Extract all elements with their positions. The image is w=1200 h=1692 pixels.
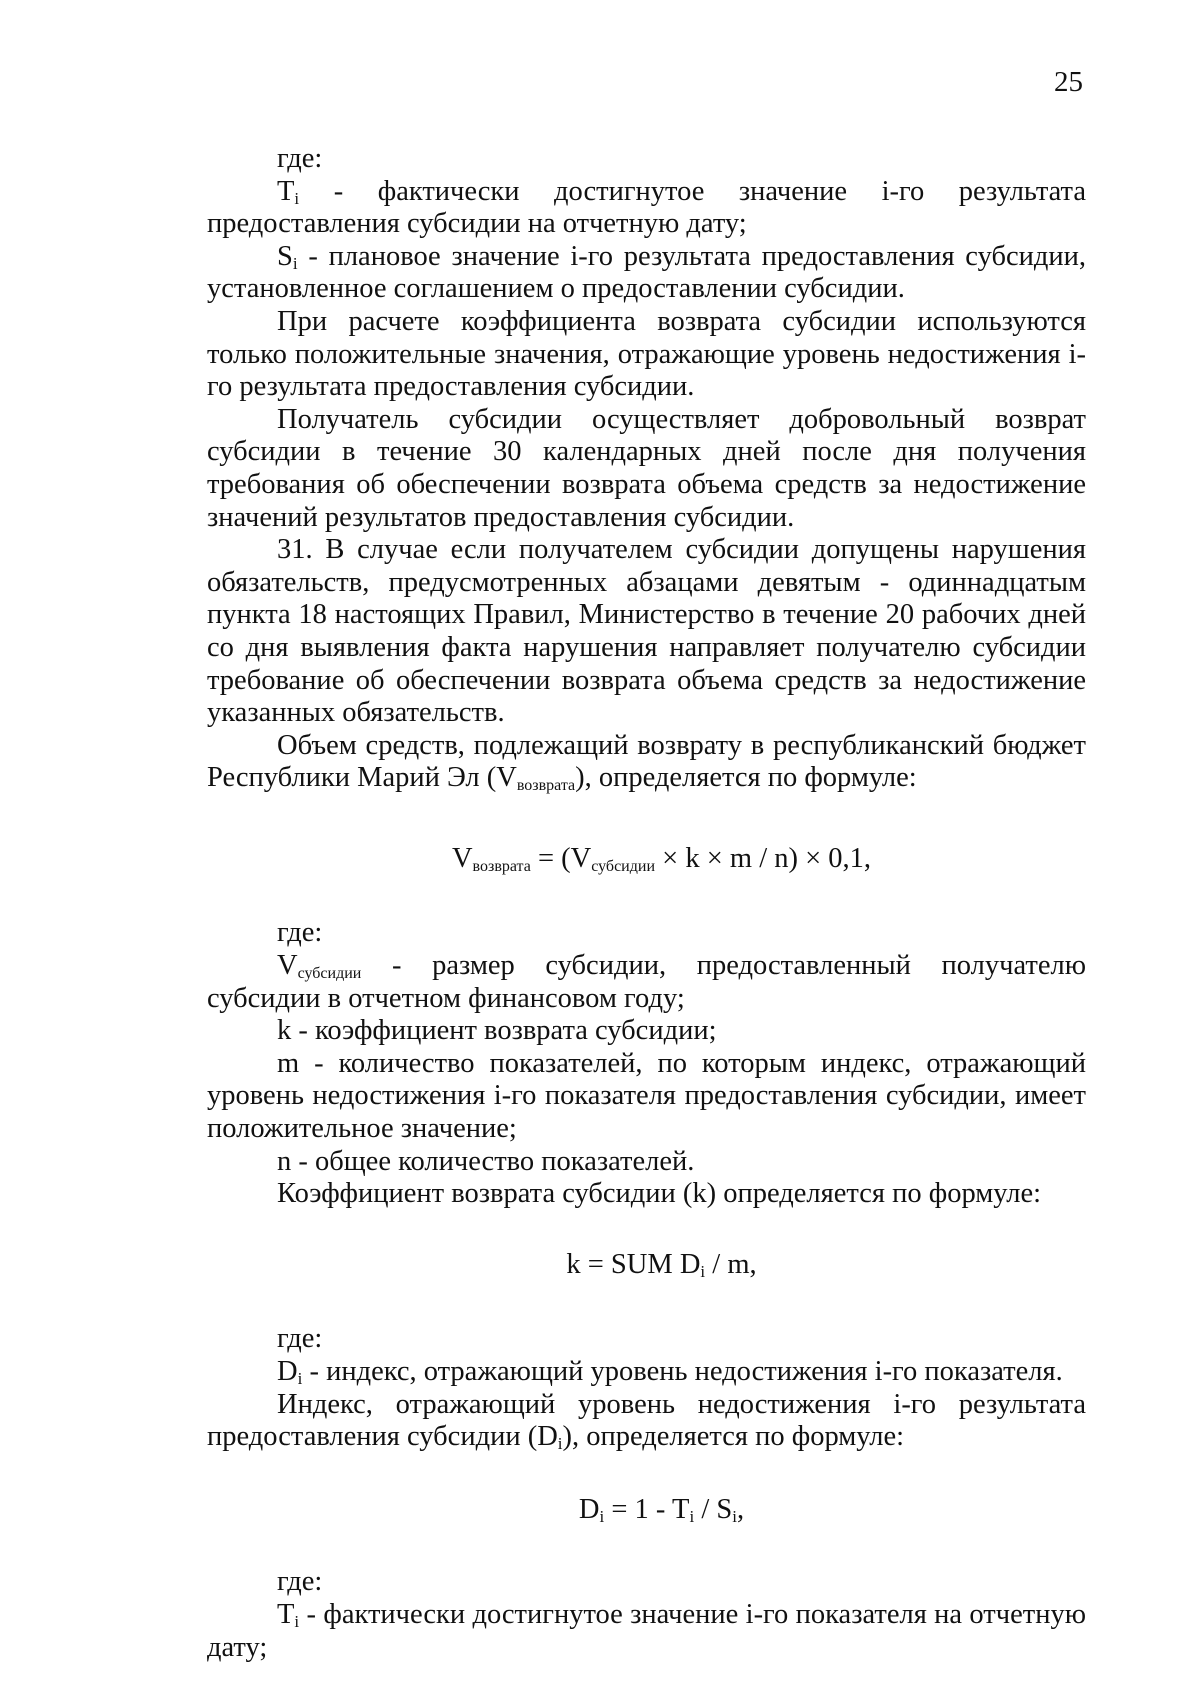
formula-subscript: возврата [472,857,531,875]
formula-subscript: i [732,1506,737,1526]
page-number: 25 [1054,66,1083,98]
paragraph-si-definition [207,241,1086,306]
paragraph-gde: где: [277,1566,323,1598]
symbol-subscript: i [292,253,298,273]
paragraph-m-definition: m - количество показателей, по которым индекс, отражающий уровень недостижения i-го показателя предоставления субсидии, имеет положительное значение; [207,1047,1086,1145]
paragraph-vsub-definition [207,950,1086,1015]
symbol-subscript: субсидии [297,965,362,983]
definition-text: - плановое значение i-го результата предоставления субсидии, установленное соглашением о предоставлении субсидии. [207,240,1086,305]
definition-text: - фактически достигнутое значение i-го результата предоставления субсидии на отчетную дату; [207,175,1086,240]
symbol-t: T [277,1598,295,1630]
formula-coefficient-k [207,1249,1086,1282]
definition-text: - размер субсидии, предоставленный получателю субсидии в отчетном финансовом году; [207,950,1086,1014]
paragraph-volume-intro [207,730,1086,795]
symbol-subscript: i [294,188,300,208]
symbol-s: S [277,240,293,272]
paragraph-clause-31: 31. В случае если получателем субсидии допущены нарушения обязательств, предусмотренных абзацами девятым - одиннадцатым пункта 18 настоящих Правил, Министерство в течение 20 рабочих дней со дня выявления факта нарушения направляет получателю субсидии требование об обеспечении возврата объема средств за недостижение указанных обязательств. [207,534,1086,729]
paragraph-ti-indicator-definition [207,1599,1086,1664]
symbol-subscript: i [297,1369,303,1388]
formula-index-di [207,1494,1086,1527]
symbol-subscript: i [557,1434,563,1454]
formula-part: D [578,1493,600,1525]
formula-part: , [736,1493,745,1525]
formula-subscript: i [700,1261,706,1281]
definition-text: - индекс, отражающий уровень недостижения i-го показателя. [302,1356,1063,1387]
paragraph-k-definition: k - коэффициент возврата субсидии; [277,1015,717,1047]
formula-part: k = SUM D [566,1248,701,1280]
formula-volume-return [207,843,1086,876]
paragraph-gde: где: [277,917,323,949]
formula-subscript: субсидии [591,857,655,875]
paragraph-di-definition [207,1356,1086,1389]
paragraph-di-formula-intro [207,1389,1086,1454]
formula-subscript: i [599,1506,605,1526]
di-intro-text: Индекс, отражающий уровень недостижения i-го результата предоставления субсидии (D [207,1388,1086,1453]
symbol-subscript: возврата [516,777,576,795]
definition-text: - фактически достигнутое значение i-го показателя на отчетную дату; [207,1598,1086,1663]
volume-intro-text: Объем средств, подлежащий возврату в республиканский бюджет Республики Марий Эл (V [207,729,1086,794]
formula-part: / S [694,1493,733,1525]
symbol-subscript: i [294,1611,300,1631]
formula-part: × k × m / n) × 0,1, [655,842,872,874]
paragraph-k-formula-intro: Коэффициент возврата субсидии (k) определяется по формуле: [277,1178,1042,1210]
symbol-d: D [277,1356,298,1387]
di-intro-text-end: ), определяется по формуле: [562,1421,905,1453]
formula-part: = (V [530,842,592,874]
paragraph-recipient-return: Получатель субсидии осуществляет добровольный возврат субсидии в течение 30 календарных дней после дня получения требования об обеспечении возврата объема средств за недостижение значений результатов предоставления субсидии. [207,403,1086,533]
document-body [207,143,1086,1664]
symbol-v: V [277,950,298,982]
paragraph-calculation-note: При расчете коэффициента возврата субсидии используются только положительные значения, отражающие уровень недостижения i-го результата предоставления субсидии. [207,305,1086,403]
formula-symbol: V [451,842,473,874]
paragraph-gde: где: [277,143,323,174]
paragraph-n-definition: n - общее количество показателей. [277,1145,695,1177]
volume-intro-text-end: ), определяется по формуле: [575,762,917,794]
formula-part: / m, [705,1248,757,1280]
paragraph-ti-definition [207,176,1086,241]
symbol-t: T [277,175,295,207]
formula-subscript: i [689,1506,695,1526]
paragraph-gde: где: [277,1323,323,1355]
formula-part: = 1 - T [604,1493,690,1525]
